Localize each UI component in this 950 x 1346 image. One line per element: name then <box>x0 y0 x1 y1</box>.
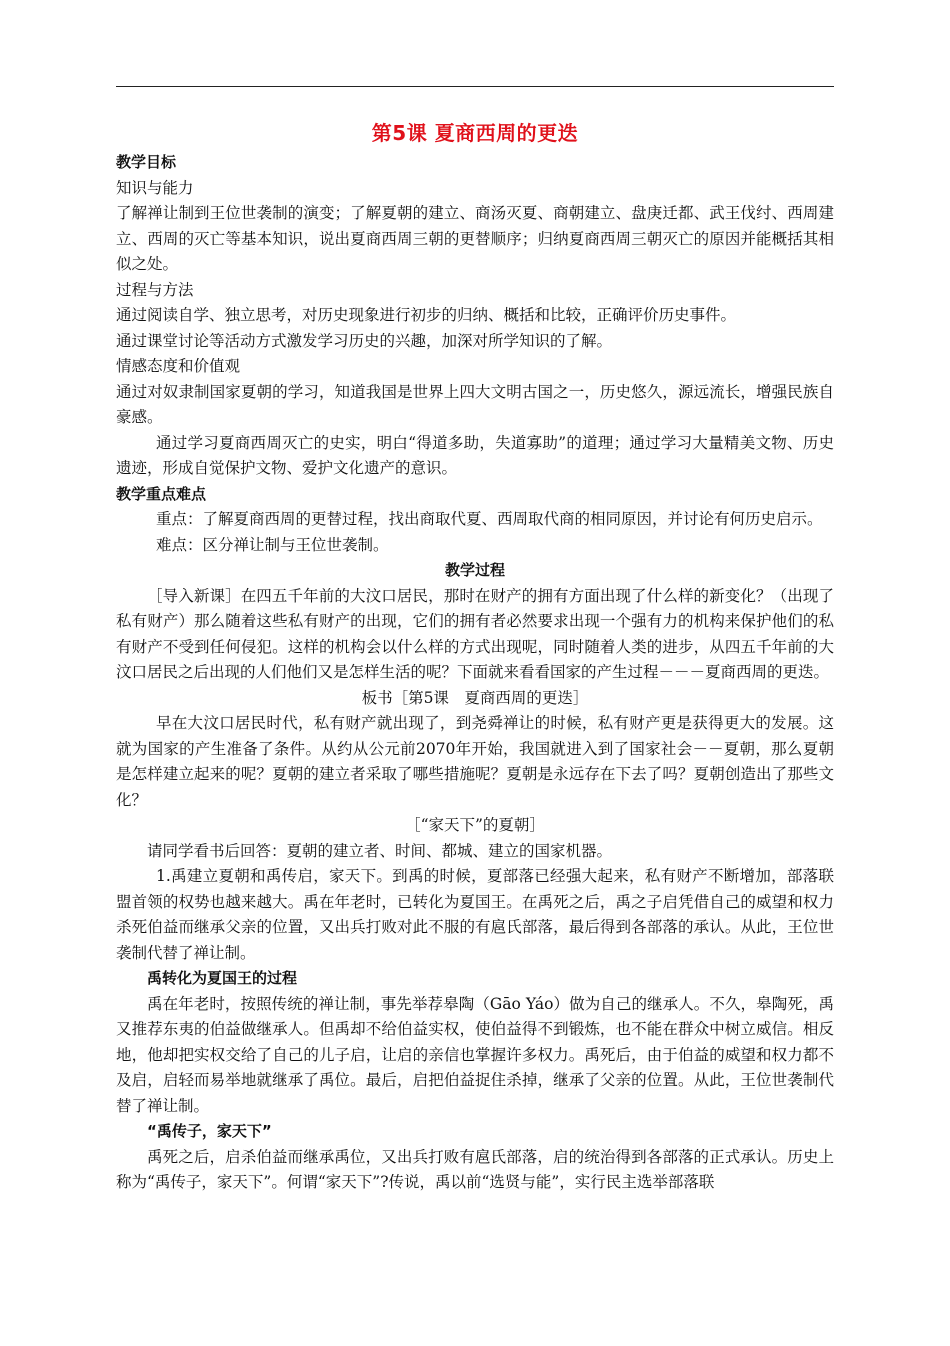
intro-text: ［导入新课］在四五千年前的大汶口居民，那时在财产的拥有方面出现了什么样的新变化？（出现了私有财产）那么随着这些私有财产的出现，它们的拥有者必然要求出现一个强有力的机构来保护他们的私有财产不受到任何侵犯。这样的机构会以什么样的方式出现呢，同时随着人类的进步，从四五千年前的大汶口居民之后出现的人们他们又是怎样生活的呢？下面就来看看国家的产生过程－－－夏商西周的更迭。 <box>116 586 834 681</box>
emotion-heading: 情感态度和价值观 <box>116 357 241 375</box>
goals-heading: 教学目标 <box>116 153 177 171</box>
key-point: 重点：了解夏商西周的更替过程，找出商取代夏、西周取代商的相同原因，并讨论有何历史启示。 <box>156 510 823 528</box>
knowledge-text: 了解禅让制到王位世袭制的演变；了解夏朝的建立、商汤灭夏、商朝建立、盘庚迁都、武王伐纣、西周建立、西周的灭亡等基本知识，说出夏商西周三朝的更替顺序；归纳夏商西周三朝灭亡的原因并能概括其相似之处。 <box>116 204 834 273</box>
son-text: 禹死之后，启杀伯益而继承禹位，又出兵打败有扈氏部落，启的统治得到各部落的正式承认。历史上称为“禹传子，家天下”。何谓“家天下”?传说，禹以前“选贤与能”，实行民主选举部落联 <box>116 1147 834 1191</box>
emotion-text-2: 通过学习夏商西周灭亡的史实，明白“得道多助，失道寡助”的道理；通过学习大量精美文物、历史遗迹，形成自觉保护文物、爱护文化遗产的意识。 <box>116 433 834 477</box>
point-1: 1.禹建立夏朝和禹传启，家天下。到禹的时候，夏部落已经强大起来，私有财产不断增加，部落联盟首领的权势也越来越大。禹在年老时，已转化为夏国王。在禹死之后，禹之子启凭借自己的威望和权力杀死伯益而继承父亲的位置，又出兵打败对此不服的有扈氏部落，最后得到各部落的承认。从此，王位世袭制代替了禅让制。 <box>116 867 834 962</box>
process-heading: 过程与方法 <box>116 280 194 299</box>
key-heading: 教学重点难点 <box>116 484 207 503</box>
lesson-title: 第5课 夏商西周的更迭 <box>371 121 579 145</box>
board-title: 板书［第5课 夏商西周的更迭］ <box>361 688 589 707</box>
process-text-1: 通过阅读自学、独立思考，对历史现象进行初步的归纳、概括和比较，正确评价历史事件。 <box>116 306 737 324</box>
difficult-point: 难点：区分禅让制与王位世袭制。 <box>156 535 389 554</box>
document-body <box>116 118 834 1196</box>
son-heading: “禹传子，家天下” <box>147 1122 272 1140</box>
para-1: 早在大汶口居民时代，私有财产就出现了，到尧舜禅让的时候，私有财产更是获得更大的发展。这就为国家的产生准备了条件。从约从公元前2070年开始，我国就进入到了国家社会－－夏朝，那么夏朝是怎样建立起来的呢？夏朝的建立者采取了哪些措施呢？夏朝是永远存在下去了吗？夏朝创造出了那些文化？ <box>116 714 834 809</box>
knowledge-heading: 知识与能力 <box>116 178 194 197</box>
process-text-2: 通过课堂讨论等活动方式激发学习历史的兴趣，加深对所学知识的了解。 <box>116 331 613 350</box>
yu-heading: 禹转化为夏国王的过程 <box>147 969 298 987</box>
emotion-text-1: 通过对奴隶制国家夏朝的学习，知道我国是世界上四大文明古国之一，历史悠久，源远流长，增强民族自豪感。 <box>116 382 834 426</box>
yu-text: 禹在年老时，按照传统的禅让制，事先举荐皋陶（Gāo Yáo）做为自己的继承人。不久，皋陶死，禹又推荐东夷的伯益做继承人。但禹却不给伯益实权，使伯益得不到锻炼，也不能在群众中树立威信。相反地，他却把实权交给了自己的儿子启，让启的亲信也掌握许多权力。禹死后，由于伯益的威望和权力都不及启，启轻而易举地就继承了禹位。最后，启把伯益捉住杀掉，继承了父亲的位置。从此，王位世袭制代替了禅让制。 <box>116 994 834 1115</box>
header-rule <box>116 86 834 87</box>
process-title: 教学过程 <box>444 561 505 579</box>
sub-title: ［“家天下”的夏朝］ <box>405 816 545 834</box>
question: 请同学看书后回答：夏朝的建立者、时间、都城、建立的国家机器。 <box>147 841 613 860</box>
